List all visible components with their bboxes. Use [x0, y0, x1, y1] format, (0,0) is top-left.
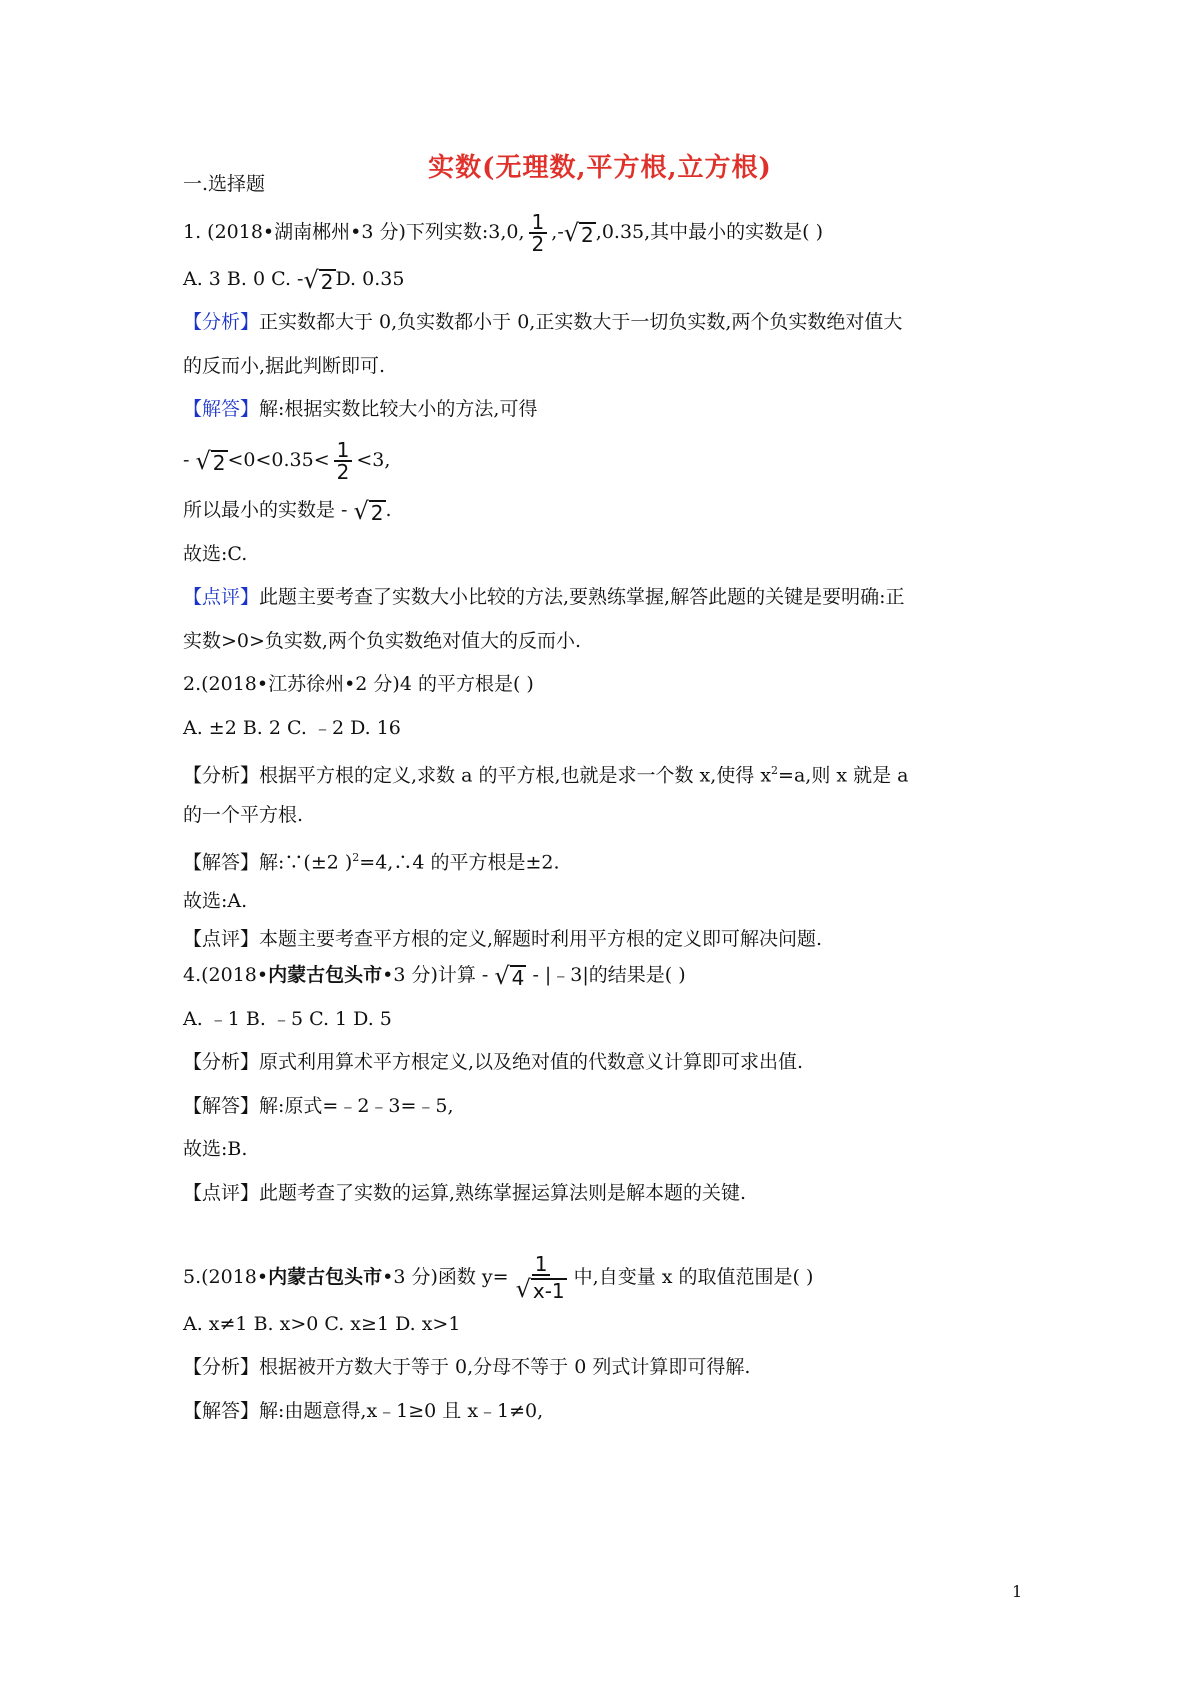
- conclusion-text: 所以最小的实数是 -: [183, 499, 354, 521]
- fraction-denominator: 2: [336, 460, 350, 484]
- fraction-numerator: 1: [532, 1254, 551, 1276]
- inequality-tail: <3,: [356, 449, 391, 471]
- question-1-comment: [183, 584, 905, 610]
- stem-text: 4.(2018•: [183, 964, 269, 986]
- answer-tag: 【解答】: [183, 398, 260, 420]
- sqrt-2: [303, 267, 335, 293]
- question-2-answer: [183, 845, 560, 875]
- sqrt-2: [354, 498, 386, 524]
- fraction-numerator: 1: [334, 440, 353, 462]
- question-5-options: A. x≠1 B. x>0 C. x≥1 D. x>1: [183, 1313, 461, 1335]
- question-1-inequality: [183, 440, 390, 482]
- radicand: 2: [212, 451, 226, 475]
- answer-text-tail: =4,∴4 的平方根是±2.: [359, 851, 560, 874]
- question-2-analysis: [183, 758, 909, 788]
- question-4-options: A. ﹣1 B. ﹣5 C. 1 D. 5: [183, 1008, 392, 1030]
- stem-text-mid: •3 分)计算 -: [382, 964, 495, 986]
- question-1-options: [183, 266, 404, 293]
- question-2-comment: 【点评】本题主要考查平方根的定义,解题时利用平方根的定义即可解决问题.: [183, 928, 823, 950]
- radicand: x-1: [532, 1279, 565, 1303]
- page-title: 实数(无理数,平方根,立方根): [428, 153, 772, 183]
- radical-icon: √: [353, 497, 369, 525]
- question-2-options: A. ±2 B. 2 C. ﹣2 D. 16: [183, 717, 401, 739]
- question-1-choice: 故选:C.: [183, 543, 248, 565]
- analysis-text: 正实数都大于 0,负实数都小于 0,正实数大于一切负实数,两个负实数绝对值大: [259, 311, 903, 333]
- question-5-answer: 【解答】解:由题意得,x﹣1≥0 且 x﹣1≠0,: [183, 1400, 544, 1422]
- answer-text: 【解答】解:∵(±2 ): [183, 851, 353, 874]
- radical-icon: √: [494, 962, 510, 990]
- question-4-comment: 【点评】此题考查了实数的运算,熟练掌握运算法则是解本题的关键.: [183, 1182, 747, 1204]
- question-1-stem: [183, 212, 823, 254]
- question-1-answer: [183, 396, 537, 422]
- fraction-numerator: 1: [529, 212, 548, 234]
- radical-icon: √: [515, 1275, 531, 1303]
- question-5-analysis: 【分析】根据被开方数大于等于 0,分母不等于 0 列式计算即可得解.: [183, 1356, 751, 1378]
- source-location: 内蒙古包头市: [268, 1266, 383, 1288]
- minus-sign: -: [297, 268, 304, 290]
- inequality-text: <0<0.35<: [227, 449, 330, 471]
- section-heading: 一.选择题: [183, 173, 266, 195]
- sqrt-2: [195, 448, 227, 474]
- answer-text: 解:根据实数比较大小的方法,可得: [259, 398, 538, 420]
- question-1-analysis: [183, 309, 902, 335]
- radical-icon: √: [195, 447, 211, 475]
- radical-icon: √: [303, 266, 319, 294]
- question-1-stem-tail: ,0.35,其中最小的实数是( ): [595, 221, 824, 243]
- separator: ,: [551, 221, 558, 243]
- options-text-tail: D. 0.35: [335, 268, 405, 290]
- question-5-stem: [183, 1254, 813, 1302]
- question-4-analysis: 【分析】原式利用算术平方根定义,以及绝对值的代数意义计算即可求出值.: [183, 1051, 804, 1073]
- fraction-one-half: [529, 212, 548, 254]
- sqrt-x-minus-1: [516, 1276, 567, 1302]
- question-1-stem-text: 1. (2018•湖南郴州•3 分)下列实数:3,0,: [183, 221, 525, 243]
- sqrt-4: [494, 963, 526, 989]
- radicand: 2: [370, 501, 384, 525]
- analysis-text: 【分析】根据平方根的定义,求数 a 的平方根,也就是求一个数 x,使得 x: [183, 764, 772, 787]
- minus-sign: -: [183, 449, 196, 471]
- options-text: A. 3 B. 0 C.: [183, 268, 298, 290]
- stem-text-tail: - |﹣3|的结果是( ): [526, 964, 686, 986]
- question-1-conclusion: [183, 497, 392, 524]
- page-number: 1: [1012, 1582, 1023, 1601]
- minus-sign: -: [557, 221, 564, 243]
- radical-icon: √: [563, 219, 580, 247]
- source-location: 内蒙古包头市: [268, 964, 383, 986]
- fraction-denominator: [513, 1276, 570, 1302]
- comment-tag: 【点评】: [183, 586, 260, 608]
- analysis-text-tail: =a,则 x 就是 a: [778, 764, 909, 787]
- question-2-stem: 2.(2018•江苏徐州•2 分)4 的平方根是( ): [183, 673, 534, 695]
- question-4-stem: [183, 962, 686, 989]
- question-4-choice: 故选:B.: [183, 1138, 248, 1160]
- fraction-one-half: [334, 440, 353, 482]
- question-1-analysis-cont: 的反而小,据此判断即可.: [183, 355, 386, 377]
- stem-text: 5.(2018•: [183, 1266, 269, 1288]
- radicand: 2: [320, 270, 334, 294]
- radicand: 2: [581, 223, 594, 247]
- period: .: [385, 499, 392, 521]
- stem-text-mid: •3 分)函数 y=: [382, 1266, 509, 1288]
- question-1-comment-cont: 实数>0>负实数,两个负实数绝对值大的反而小.: [183, 630, 582, 652]
- question-4-answer: 【解答】解:原式=﹣2﹣3=﹣5,: [183, 1095, 454, 1117]
- stem-text-tail: 中,自变量 x 的取值范围是( ): [573, 1266, 814, 1288]
- superscript: 2: [352, 851, 360, 864]
- fraction-denominator: 2: [531, 232, 545, 256]
- comment-text: 此题主要考查了实数大小比较的方法,要熟练掌握,解答此题的关键是要明确:正: [259, 586, 905, 608]
- question-2-analysis-cont: 的一个平方根.: [183, 804, 304, 826]
- fraction-one-over-sqrt: [513, 1254, 570, 1302]
- superscript: 2: [771, 764, 779, 777]
- analysis-tag: 【分析】: [183, 311, 260, 333]
- radicand: 4: [511, 966, 525, 990]
- sqrt-2: [564, 220, 596, 246]
- question-2-choice: 故选:A.: [183, 890, 248, 912]
